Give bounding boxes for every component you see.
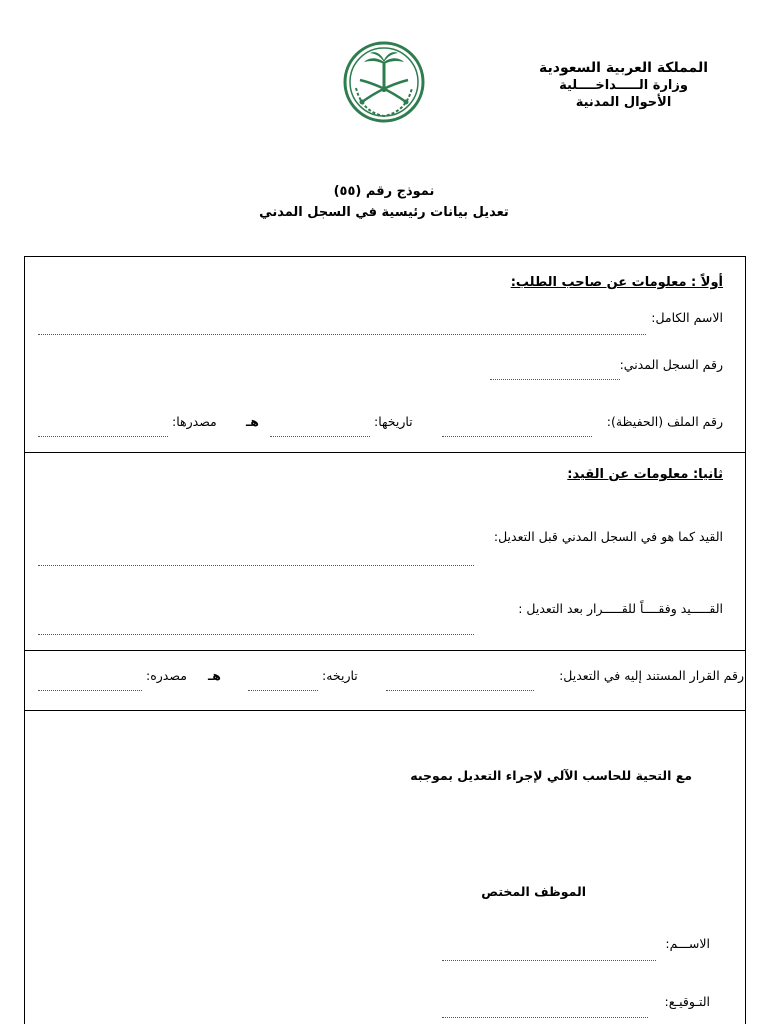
record-before-label: القيد كما هو في السجل المدني قبل التعديل: [493, 529, 723, 544]
hijri-marker: هـ [246, 414, 259, 429]
record-after-label: القـــــيد وفقــــاً للقـــــرار بعد التعديل : [518, 601, 723, 616]
officer-name-label: الاســـم: [665, 936, 710, 951]
signature-field[interactable] [442, 1017, 648, 1018]
kingdom-name: المملكة العربية السعودية [539, 60, 708, 76]
decision-source-field[interactable] [38, 690, 142, 691]
ministry-header [539, 60, 708, 110]
civil-record-label: رقم السجل المدني: [619, 357, 723, 372]
file-number-label: رقم الملف (الحفيظة): [606, 414, 723, 429]
divider [24, 452, 745, 453]
officer-name-field[interactable] [442, 960, 656, 961]
file-date-label: تاريخها: [374, 414, 413, 429]
file-source-field[interactable] [38, 436, 168, 437]
section2-heading: ثانيا: معلومات عن القيد: [567, 467, 723, 482]
section1-heading: أولاً : معلومات عن صاحب الطلب: [510, 275, 723, 290]
civil-record-field[interactable] [490, 379, 620, 380]
decision-number-field[interactable] [386, 690, 534, 691]
decision-number-label: رقم القرار المستند إليه في التعديل: [559, 668, 744, 683]
greeting-text: مع التحية للحاسب الآلي لإجراء التعديل بموجبه [410, 768, 692, 783]
file-number-field[interactable] [442, 436, 592, 437]
hijri-marker: هـ [208, 668, 221, 683]
file-date-field[interactable] [270, 436, 370, 437]
form-title: تعديل بيانات رئيسية في السجل المدني [259, 205, 509, 220]
divider [24, 710, 745, 711]
ministry-name: وزارة الـــــداخــــلية [559, 78, 688, 93]
signature-label: التـوقيـع: [664, 994, 710, 1009]
department-name: الأحوال المدنية [575, 95, 672, 110]
officer-title: الموظف المختص [481, 884, 586, 899]
divider [24, 256, 745, 257]
file-source-label: مصدرها: [172, 414, 217, 429]
form-number: نموذج رقم (٥٥) [333, 184, 435, 199]
saudi-emblem-logo [342, 40, 426, 124]
divider [24, 650, 745, 651]
full-name-label: الاسم الكامل: [651, 310, 723, 325]
decision-date-label: تاريخه: [322, 668, 358, 683]
decision-source-label: مصدره: [146, 668, 187, 683]
full-name-field[interactable] [38, 334, 646, 335]
record-before-field[interactable] [38, 565, 474, 566]
record-after-field[interactable] [38, 634, 474, 635]
decision-date-field[interactable] [248, 690, 318, 691]
